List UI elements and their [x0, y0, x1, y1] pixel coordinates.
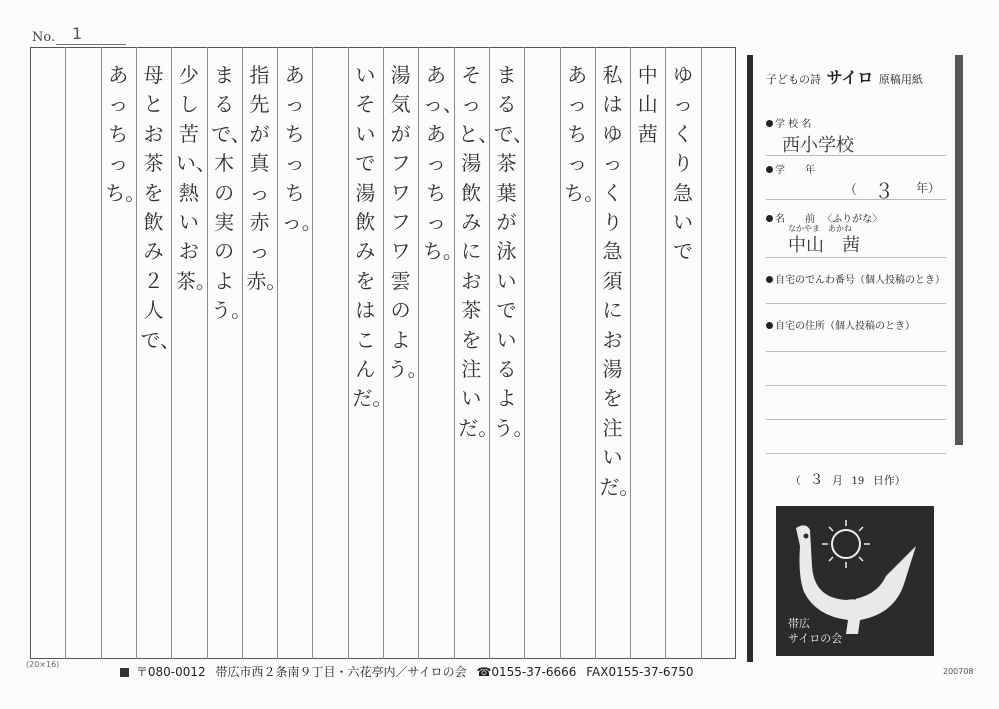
- grid-column-line: [383, 47, 384, 659]
- poem-column: 指先が真っ赤っ赤。: [246, 63, 287, 293]
- grid-column-line: [595, 47, 596, 659]
- grid-column-line: [207, 47, 208, 659]
- name-value: 中山 茜: [788, 235, 860, 256]
- form-title: [766, 65, 923, 88]
- date-day: 19: [851, 476, 865, 487]
- square-bullet-icon: [120, 668, 129, 677]
- address-underline-3: [766, 419, 946, 420]
- silo-logo: [776, 506, 934, 656]
- poem-column: あっ、あっちっち。: [422, 63, 463, 264]
- grade-label: 学 年: [766, 161, 815, 176]
- poem-column: いそいで湯飲みをはこんだ。: [352, 63, 393, 411]
- poem-column: 中山 茜: [637, 63, 658, 146]
- bullet-icon: [766, 322, 773, 329]
- grid-column-line: [560, 47, 561, 659]
- logo-text: [788, 616, 842, 646]
- address-underline-1: [766, 351, 946, 352]
- poem-column: 私はゆっくり急須にお湯を注いだ。: [599, 63, 640, 499]
- manuscript-grid: [30, 47, 740, 659]
- no-label: No.: [32, 30, 56, 45]
- grade-open: （: [844, 183, 858, 198]
- bullet-icon: [766, 120, 773, 127]
- school-underline: [766, 155, 946, 156]
- poem-column: 湯気がフワフワ雲のよう。: [387, 63, 428, 382]
- address-underline-4: [766, 453, 946, 454]
- name-furigana-label: 〈ふりがな〉: [822, 214, 883, 225]
- grid-column-line: [101, 47, 102, 659]
- footer-fax: FAX0155-37-6750: [586, 665, 694, 679]
- name-furigana-value: なかやま あかね: [788, 224, 852, 233]
- edge-shadow: [955, 55, 963, 445]
- footer-tel: ☎0155-37-6666: [476, 665, 577, 679]
- form-title-prefix: 子どもの詩: [766, 73, 821, 86]
- logo-line2: サイロの会: [788, 632, 843, 645]
- footer-info: [120, 663, 699, 680]
- poem-column: まるで、木の実のよう。: [211, 63, 252, 323]
- date-day-label: 日作）: [872, 474, 906, 487]
- grid-column-line: [136, 47, 137, 659]
- grid-column-line: [454, 47, 455, 659]
- name-underline: [766, 257, 946, 258]
- grid-column-line: [418, 47, 419, 659]
- address-label: 自宅の住所（個人投稿のとき）: [766, 317, 915, 332]
- poem-column: まるで、茶葉が泳いでいるよう。: [493, 63, 534, 440]
- grid-column-line: [630, 47, 631, 659]
- poem-column: ゆっくり急いで: [673, 63, 694, 264]
- poem-column: あっちっち。: [564, 63, 605, 205]
- bullet-icon: [766, 166, 773, 173]
- form-title-brand: サイロ: [826, 68, 874, 87]
- entry-form: [760, 55, 950, 665]
- grid-column-line: [312, 47, 313, 659]
- grid-column-line: [665, 47, 666, 659]
- poem-column: あっちっちっ。: [281, 63, 322, 235]
- grid-column-line: [277, 47, 278, 659]
- date-open: （: [790, 474, 801, 487]
- bullet-icon: [766, 215, 773, 222]
- grid-column-line: [171, 47, 172, 659]
- poem-column: そっと、湯飲みにお茶を注いだ。: [458, 63, 499, 440]
- phone-label: 自宅のでんわ番号（個人投稿のとき）: [766, 271, 945, 286]
- grid-column-line: [65, 47, 66, 659]
- poem-column: 母とお茶を飲み２人で、: [140, 63, 181, 352]
- grid-size-note: (20×16): [26, 660, 60, 669]
- grade-value: ３: [874, 179, 894, 203]
- date-row: [790, 469, 906, 489]
- footer-postal: 〒080-0012: [135, 665, 206, 679]
- page-number-value: 1: [72, 24, 83, 43]
- school-label: 学 校 名: [766, 115, 811, 130]
- no-underline: [56, 44, 126, 45]
- grid-column-line: [701, 47, 702, 659]
- name-label: 名 前 〈ふりがな〉: [766, 210, 882, 225]
- date-month-label: 月: [832, 474, 843, 487]
- logo-line1: 帯広: [788, 617, 810, 630]
- grid-column-line: [348, 47, 349, 659]
- footer-address: 帯広市西２条南９丁目・六花亭内／サイロの会: [215, 665, 467, 679]
- sidebar-divider: [747, 55, 753, 662]
- phone-underline: [766, 303, 946, 304]
- bullet-icon: [766, 276, 773, 283]
- poem-column: あっちっち。: [105, 63, 146, 205]
- form-code: 200708: [943, 667, 974, 676]
- poem-column: 少し苦い、熱いお茶。: [175, 63, 216, 293]
- address-underline-2: [766, 385, 946, 386]
- grade-underline: [766, 199, 946, 200]
- form-title-suffix: 原稿用紙: [878, 73, 923, 86]
- date-month: ３: [809, 472, 824, 488]
- school-value: 西小学校: [782, 135, 854, 156]
- grade-close: 年）: [916, 181, 941, 195]
